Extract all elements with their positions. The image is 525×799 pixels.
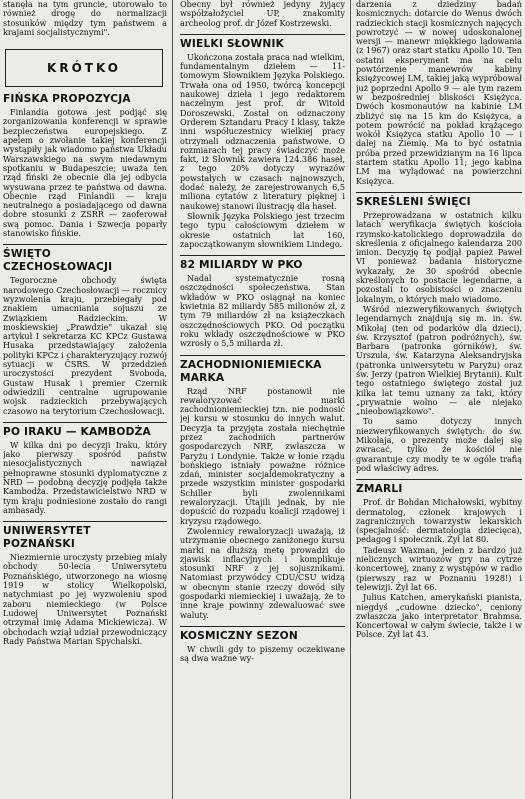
zmarli-text-2: Tadeusz Waxman, jeden z bardzo już nielicznych wirtuozów gry na cytrze koncertowej, znany z występów w radio (pierwszy raz w Poznaniu 1928!) i telewizji. Żył lat 66. — [356, 544, 522, 592]
irak-text: W kilka dni po decyzji Iraku, który jako pierwszy spośród państw niesocjalistycznych nawiązał pełnoprawne stosunki dyplomatyczne z NRD — podobną decyzję podjęła także Kambodża. Przedstawicielstwo NRD w tym kraju podniesione zostało do rangi ambasady. — [3, 439, 167, 515]
swieto-heading-2: CZECHOSŁOWACJI — [3, 261, 113, 274]
slownik-text: Ukończona została praca nad wielkim, fundamentalnym dziełem — 11-tomowym Słownikiem Języka Polskiego. Trwała ona od 1950, twórcą koncepcji naukowej dzieła i jego redaktorem naczelnym jest prof. dr Witold Doroszewski. Został on odznaczony Orderem Sztandaru Pracy I klasy, także inni współuczestnicy wielkiej pracy otrzymali odznaczenia państwowe. O rozmiarach tej pracy świadczyć może fakt, iż Słownik zawiera 124.386 haseł, z tego 20% dotyczy wyrazów powstałych w czasach najnowszych, dodać należy, że zarejestrowanych 6,5 miliona cytatów z literatury pięknej i naukowej stanowi ilustrację dla haseł. — [180, 51, 345, 211]
zmarli-heading: ZMARLI — [356, 479, 522, 495]
pko-text: Nadal systematycznie rosną oszczędności społeczeństwa. Stan wkładów w PKO osiągnął na koniec kwietnia 82 miliardy 585 milionów zł, z tym 79 miliardów zł na książeczkach oszczędnościowych PKO. Od początku roku wkłady oszczędnościowe w PKO wzrosły o 5,5 miliarda zł. — [180, 273, 345, 349]
skresleni-text: Przeprowadzana w ostatnich kilku latach weryfikacja świętych kościoła rzymsko-katolickiego doprowadziła do skreślenia z oficjalnego kalendarza 200 imion. Decyzję tę podjął papież Paweł VI ponieważ badania historyczne wykazały, że 30 spośród obecnie skreślonych to postacie legendarne, a pozostali to osobistości o znaczeniu lokalnym, o których mało wiadomo. — [356, 209, 522, 304]
kosmiczny-continuation: darzenia z dziedziny badań kosmicznych: dotarcie do Wenus dwóch radzieckich stacji kosmicznych najęcych powrotzyć — w nowej udoskonalonej wersji — manewr miękkiego lądowania (z 1967) oraz start statku Apollo 10. Ten ostatni eksperyment ma na celu powtórzenie manewrów kabiny księżycowej LM, takiej jaką wypróbował już poprzedni Apollo 9 — ale tym razem w bezpośredniej bliskości Księżyca. Dwóch kosmonautów na kabinie LM zbliżyć się na 15 km do Księżyca, a potem powrócić na pokład krążącego wokół Księżyca statku Apollo 10 — i dalej na Ziemię. Ma to być ostatnia próba przed przewidzianym na 16 lipca startem statku Apollo 11; jego kabina LM ma wylądować na powierzchni Księżyca. — [356, 0, 522, 186]
article-continuation: Obecny był również jedyny żyjący współzałożyciel UP, znakomity archeolog prof. dr Józef Kostrzewski. — [180, 0, 345, 28]
uniwersytet-text: Niezmiernie uroczysty przebieg miały obchody 50-lecia Uniwersytetu Poznańskiego, utworzonego na wiosnę 1919 w stolicy Wielkopolski, natychmiast po jej wyzwoleniu spod zaboru niemieckiego (w Polsce Ludowej Uniwersytet Poznański otrzymał imię Adama Mickiewicza). W obchodach wziął udział przewodniczący Rady Państwa Marian Spychalski. — [3, 552, 167, 646]
marka-heading-2: MARKA — [180, 371, 225, 384]
zmarli-text-3: Julius Katchen, amerykański pianista, niegdyś „cudowne dziecko", ceniony zwłaszcza jako interpretator Brahmsa. Koncertował w całym świecie, także i w Polsce. Żył lat 43. — [356, 592, 522, 640]
kosmiczny-text: W chwili gdy to piszemy oczekiwane są dwa ważne wy- — [180, 643, 345, 664]
column-middle — [180, 0, 345, 799]
marka-text-2: Zwolennicy rewaloryzacji uważają, iż utrzymanie obecnego zaniżonego kursu marki na dłuższą metę prowadzi do zjawisk inflacyjnych i komplikuje stosunki NRF z jej sojusznikami. Natomiast przywódcy CDU/CSU widzą w obecnym stanie rzeczy dowód siły gospodarki niemieckiej i uważają, że to inne kraje powinny zdewaluować swe waluty. — [180, 525, 345, 620]
krotko-box — [5, 49, 163, 87]
slownik-text-2: Słownik Języka Polskiego jest trzecim tego typu całościowym dziełem w okresie ostatnich lat 160, zapoczątkowanym słownikiem Lindego. — [180, 210, 345, 249]
marka-text: Rząd NRF postanowił nie rewaloryzować marki zachodnioniemieckiej tzn. nie podnosić jej kursu w stosunku do innych walut. Decyzja ta przyjęta została niechętnie przez zachodnich partnerów gospodarczych NRF, zwłaszcza w Paryżu i Londynie. Także w łonie rządu bońskiego istniały poważne różnice zdań, minister socjaldemokratyczny a przede wszystkim minister gospodarki Schiller byli zwolennikami rewaloryzacji. Utajili jednak, by nie dopuścić do rozpadu koalicji rządowej i kryzysu rządowego. — [180, 385, 345, 526]
article-continuation: stanęła na tym gruncie, utorowało to również drogę do normalizacji stosunków między tym państwem a krajami socjalistycznymi". — [3, 0, 167, 37]
column-rule — [350, 0, 351, 799]
skresleni-text-2: Wśród niezweryfikowanych świętych legendarnych znajdują się m. in. św. Mikołaj (ten od podarków dla dzieci), św. Krzysztof (patron podróżnych), św. Barbara (patronka górników), św. Urszula, św. Katarzyna Aleksandryjska (patronka uniwersytetu w Paryżu) oraz św. Jerzy (patron Wielkiej Brytanii). Kult tego ostatniego świętego został już kilka lat temu uznany za taki, który „prywatnie wolno — ale niejako „nieobowiązkowo". — [356, 303, 522, 417]
uniwersytet-heading-2: POZNAŃSKI — [3, 538, 75, 551]
column-rule — [172, 0, 173, 799]
skresleni-text-3: To samo dotyczy innych niezweryfikowanych świętych: do św. Mikołaja, o prezenty może dalej się zwracać, tylko że kościół nie gwarantuje czy modły te w ogóle trafią pod właściwy adres. — [356, 416, 522, 473]
skresleni-heading: SKREŚLENI ŚWIĘCI — [356, 192, 522, 208]
marka-heading: ZACHODNIONIEMIECKA — [180, 355, 345, 371]
swieto-heading: ŚWIĘTO — [3, 244, 167, 260]
zmarli-text: Prof. dr Bohdan Michałowski, wybitny dermatolog, członek krajowych i zagranicznych towarzystw lekarskich (specjalność: dermatologia dziecięca), pedagog i społecznik. Żył lat 80. — [356, 497, 522, 545]
kosmiczny-heading: KOSMICZNY SEZON — [180, 626, 345, 642]
slownik-heading: WIELKI SŁOWNIK — [180, 34, 345, 50]
pko-heading: 82 MILIARDY W PKO — [180, 255, 345, 271]
uniwersytet-heading: UNIWERSYTET — [3, 521, 167, 537]
finska-heading: FIŃSKA PROPOZYCJA — [3, 93, 131, 106]
krotko-heading: KRÓTKO — [47, 61, 121, 76]
finska-text: Finlandia gotowa jest podjąć się zorganizowania konferencji w sprawie bezpieczeństwa europejskiego. Z apelem o zwołanie takiej konferencji wystąpiły jak wiadomo państwa Układu Warszawskiego na swym niedawnym spotkaniu w Budapeszcie; uważa ten rząd fiński że obecnie dla jej odbycia wysuwana przez te państwa od dawna. Obecnie rząd Finlandii — kraju neutralnego a posiadającego od dawna dobre stosunki z ZSRR — zaoferował swą pomoc. Dania i Szwecja poparły stanowisko fińskie. — [3, 107, 167, 239]
column-left — [3, 0, 167, 799]
column-right — [356, 0, 522, 799]
irak-heading: PO IRAKU — KAMBODŻA — [3, 422, 167, 438]
swieto-text: Tegoroczne obchody święta narodowego Czechosłowacji — rocznicy wyzwolenia kraju, przebiegały pod znakiem umacniania sojuszu ze Związkiem Radzieckim. W moskiewskiej „Prawdzie" ukazał się artykuł I sekretarza KC KPCz Gustawa Husaka przedstawiający założenia polityki KPCz i charakteryzujący rozwój sytuacji w ČSRS. W przeddzień uroczystości prezydent Svoboda, Gustaw Husak i premier Czernik odwiedzili centralne ugrupowanie wojsk radzieckich przebywających czasowo na terytorium Czechosłowacji. — [3, 275, 167, 416]
